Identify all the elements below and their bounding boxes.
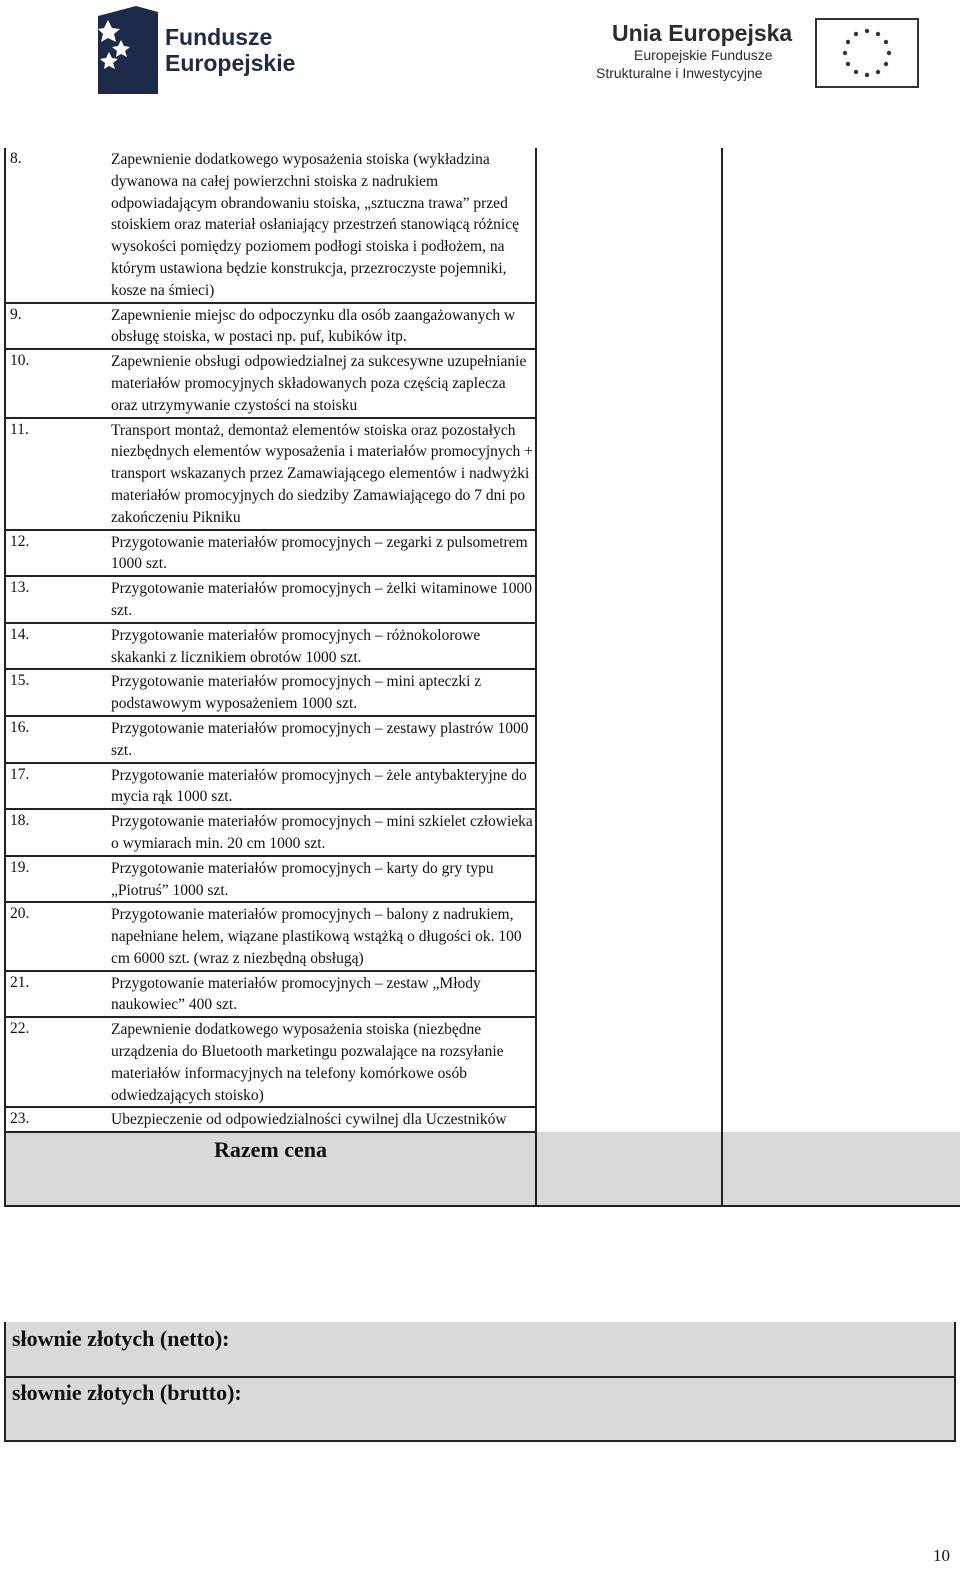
row-number: 10. [5,349,108,417]
table-row [5,530,960,577]
row-price-cell [536,1107,722,1132]
fundusze-europejskie-label [165,24,295,76]
row-number: 20. [5,902,108,970]
row-extra-cell [722,623,960,670]
row-extra-cell [722,716,960,763]
table-row [5,1017,960,1107]
row-number: 18. [5,809,108,856]
fundusze-europejskie-logo-icon [98,6,158,94]
words-net-row [4,1322,956,1378]
ue-subtitle-2: Strukturalne i Inwestycyjne [596,65,763,81]
row-description: Przygotowanie materiałów promocyjnych – karty do gry typu „Piotruś” 1000 szt. [108,856,536,903]
table-row [5,856,960,903]
ue-subtitle-1: Europejskie Fundusze [634,47,773,63]
table-row [5,418,960,530]
total-label: Razem cena [5,1132,536,1206]
row-description: Przygotowanie materiałów promocyjnych – zestawy plastrów 1000 szt. [108,716,536,763]
table-row [5,716,960,763]
table-row [5,623,960,670]
row-number: 21. [5,971,108,1018]
table-row [5,902,960,970]
row-description: Przygotowanie materiałów promocyjnych – żelki witaminowe 1000 szt. [108,576,536,623]
row-number: 9. [5,303,108,350]
row-price-cell [536,148,722,303]
row-description: Przygotowanie materiałów promocyjnych – balony z nadrukiem, napełniane helem, wiązane plastikową wstążką o długości ok. 100 cm 6000 szt. (wraz z niezbędną obsługą) [108,902,536,970]
row-number: 11. [5,418,108,530]
row-price-cell [536,971,722,1018]
offer-table [4,148,956,1207]
unia-europejska-label [596,20,792,82]
ue-title: Unia Europejska [612,20,793,46]
row-description: Przygotowanie materiałów promocyjnych – zegarki z pulsometrem 1000 szt. [108,530,536,577]
row-number: 16. [5,716,108,763]
row-extra-cell [722,349,960,417]
row-number: 17. [5,763,108,810]
row-number: 15. [5,669,108,716]
row-price-cell [536,530,722,577]
table-row [5,669,960,716]
row-price-cell [536,418,722,530]
table-row [5,349,960,417]
row-price-cell [536,856,722,903]
row-description: Zapewnienie miejsc do odpoczynku dla osób zaangażowanych w obsługę stoiska, w postaci np. puf, kubików itp. [108,303,536,350]
row-price-cell [536,669,722,716]
words-gross-label: słownie złotych (brutto): [12,1380,242,1405]
row-price-cell [536,1017,722,1107]
table-row [5,148,960,303]
page-header [0,0,960,120]
total-row [5,1132,960,1206]
row-extra-cell [722,576,960,623]
row-extra-cell [722,763,960,810]
row-price-cell [536,763,722,810]
row-number: 12. [5,530,108,577]
table-row [5,576,960,623]
row-price-cell [536,349,722,417]
row-extra-cell [722,148,960,303]
row-description: Ubezpieczenie od odpowiedzialności cywilnej dla Uczestników [108,1107,536,1132]
row-description: Zapewnienie obsługi odpowiedzialnej za sukcesywne uzupełnianie materiałów promocyjnych składowanych poza częścią zaplecza oraz utrzymywanie czystości na stoisku [108,349,536,417]
row-description: Przygotowanie materiałów promocyjnych – żele antybakteryjne do mycia rąk 1000 szt. [108,763,536,810]
row-description: Zapewnienie dodatkowego wyposażenia stoiska (niezbędne urządzenia do Bluetooth marketingu pozwalające na rozsyłanie materiałów informacyjnych na telefony komórkowe osób odwiedzających stoisko) [108,1017,536,1107]
total-extra-cell [722,1132,960,1206]
row-number: 14. [5,623,108,670]
table-row [5,303,960,350]
row-extra-cell [722,530,960,577]
row-number: 22. [5,1017,108,1107]
row-extra-cell [722,418,960,530]
row-number: 23. [5,1107,108,1132]
table-row [5,763,960,810]
row-number: 19. [5,856,108,903]
logo-line-2: Europejskie [165,50,296,76]
row-extra-cell [722,971,960,1018]
row-number: 13. [5,576,108,623]
row-extra-cell [722,1017,960,1107]
page-number: 10 [933,1546,950,1565]
row-price-cell [536,902,722,970]
row-description: Przygotowanie materiałów promocyjnych – zestaw „Młody naukowiec” 400 szt. [108,971,536,1018]
row-extra-cell [722,809,960,856]
row-price-cell [536,716,722,763]
logo-line-1: Fundusze [165,24,273,50]
row-description: Przygotowanie materiałów promocyjnych – mini szkielet człowieka o wymiarach min. 20 cm 1000 szt. [108,809,536,856]
row-price-cell [536,809,722,856]
row-description: Transport montaż, demontaż elementów stoiska oraz pozostałych niezbędnych elementów wyposażenia i materiałów promocyjnych + transport wskazanych przez Zamawiającego elementów i nadwyżki materiałów promocyjnych do siedziby Zamawiającego do 7 dni po zakończeniu Pikniku [108,418,536,530]
row-price-cell [536,623,722,670]
table-row [5,809,960,856]
row-description: Zapewnienie dodatkowego wyposażenia stoiska (wykładzina dywanowa na całej powierzchni stoiska z nadrukiem odpowiadającym obrandowaniu stoiska, „sztuczna trawa” przed stoiskiem oraz materiał osłaniający przestrzeń stanowiącą różnicę wysokości pomiędzy poziomem podłogi stoiska i podłożem, na którym ustawiona będzie konstrukcja, przezroczyste pojemniki, kosze na śmieci) [108,148,536,303]
row-extra-cell [722,902,960,970]
table-row [5,971,960,1018]
words-net-label: słownie złotych (netto): [12,1326,230,1351]
row-description: Przygotowanie materiałów promocyjnych – mini apteczki z podstawowym wyposażeniem 1000 szt. [108,669,536,716]
items-table [4,148,960,1207]
words-gross-row [4,1378,956,1442]
row-extra-cell [722,303,960,350]
row-price-cell [536,576,722,623]
total-value-cell [536,1132,722,1206]
row-description: Przygotowanie materiałów promocyjnych – różnokolorowe skakanki z licznikiem obrotów 1000 szt. [108,623,536,670]
row-extra-cell [722,669,960,716]
table-row [5,1107,960,1132]
row-price-cell [536,303,722,350]
row-number: 8. [5,148,108,303]
eu-flag-icon [815,18,919,88]
row-extra-cell [722,1107,960,1132]
row-extra-cell [722,856,960,903]
